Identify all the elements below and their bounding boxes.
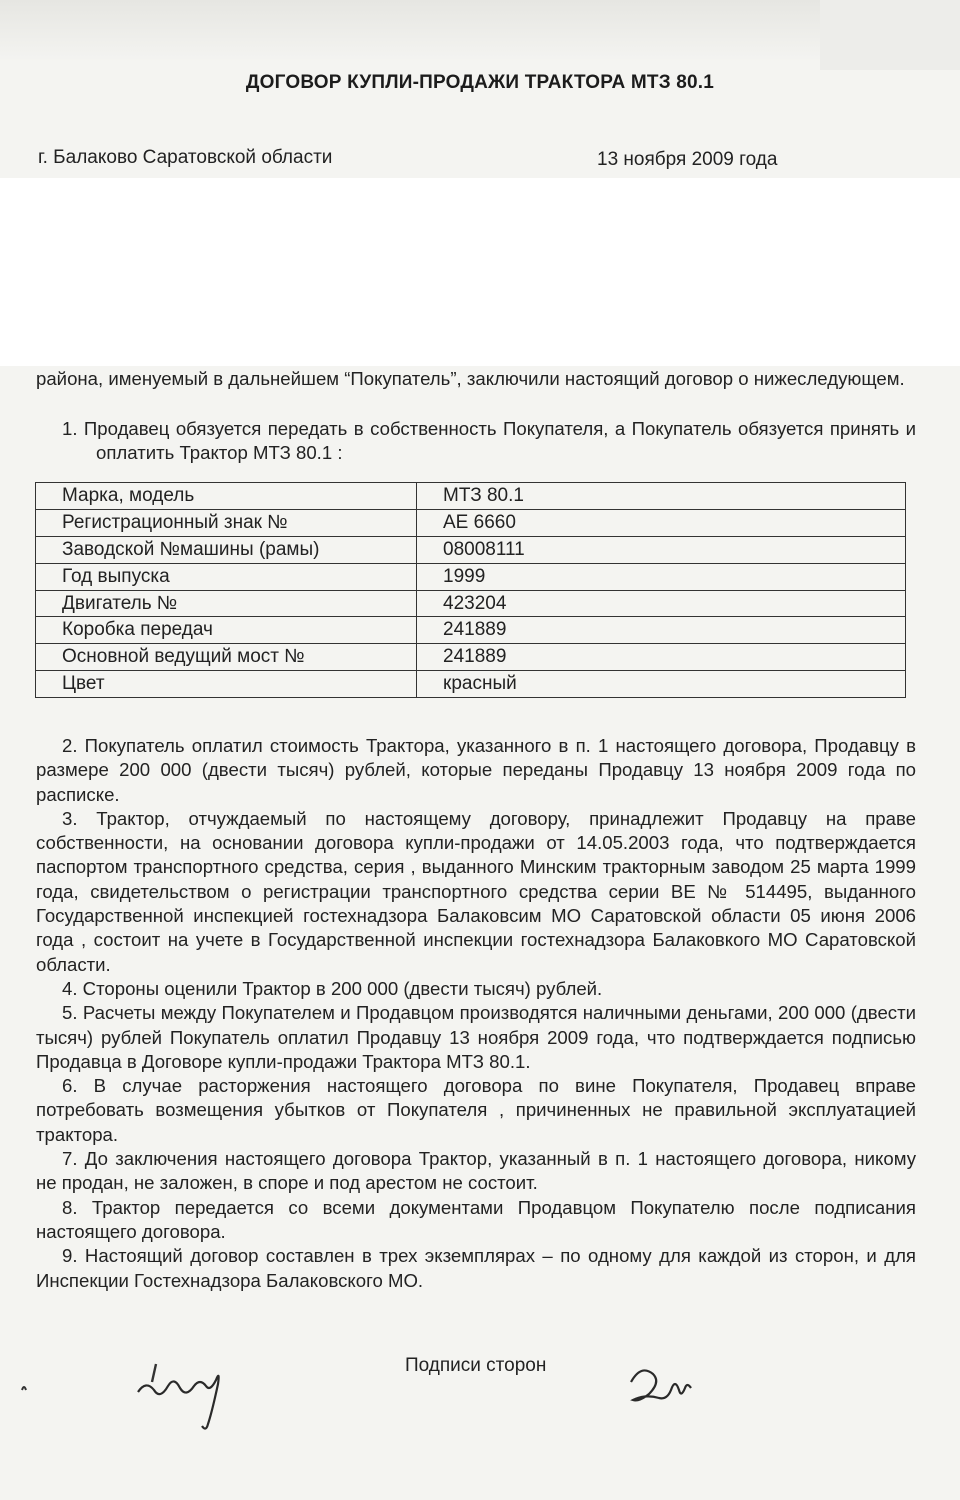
clause-6: 6. В случае расторжения настоящего договора по вине Покупателя, Продавец вправе потребовать возмещения убытков от Покупателя , причиненных не правильной эксплуатацией трактора. xyxy=(36,1075,916,1145)
spec-value: 1999 xyxy=(417,563,906,590)
spec-label: Коробка передач xyxy=(36,617,417,644)
scan-shadow xyxy=(0,0,960,62)
clauses-block xyxy=(36,734,916,1293)
contract-city: г. Балаково Саратовской области xyxy=(38,147,333,168)
spec-value: 241889 xyxy=(417,644,906,671)
spec-row xyxy=(36,590,906,617)
spec-row xyxy=(36,617,906,644)
intro-text: района, именуемый в дальнейшем “Покупатель”, заключили настоящий договор о нижеследующем. xyxy=(36,368,905,389)
scan-artifact xyxy=(820,0,960,70)
spec-row xyxy=(36,644,906,671)
document-title: ДОГОВОР КУПЛИ-ПРОДАЖИ ТРАКТОРА МТЗ 80.1 xyxy=(245,72,715,93)
spec-label: Марка, модель xyxy=(36,483,417,510)
clause-2: 2. Покупатель оплатил стоимость Трактора, указанного в п. 1 настоящего договора, Продавцу в размере 200 000 (двести тысяч) рублей, которые переданы Продавцу 13 ноября 2009 года по расписке. xyxy=(36,735,916,805)
spec-row xyxy=(36,536,906,563)
spec-row xyxy=(36,671,906,698)
redacted-block xyxy=(0,178,960,366)
spec-value: 423204 xyxy=(417,590,906,617)
spec-label: Заводской №машины (рамы) xyxy=(36,536,417,563)
tractor-spec-table xyxy=(35,482,906,698)
spec-value: АЕ 6660 xyxy=(417,509,906,536)
clause-1 xyxy=(36,417,916,466)
clause-4: 4. Стороны оценили Трактор в 200 000 (двести тысяч) рублей. xyxy=(62,977,603,999)
spec-label: Основной ведущий мост № xyxy=(36,644,417,671)
spec-label: Год выпуска xyxy=(36,563,417,590)
spec-label: Регистрационный знак № xyxy=(36,509,417,536)
intro-paragraph xyxy=(36,367,916,391)
seller-signature xyxy=(18,1350,238,1440)
spec-row xyxy=(36,483,906,510)
clause-5: 5. Расчеты между Покупателем и Продавцом производятся наличными деньгами, 200 000 (двести тысяч) рублей Покупатель оплатил Продавцу 13 ноября 2009 года, что подтверждается подписью Продавца в Договоре купли-продажи Трактора МТЗ 80.1. xyxy=(36,1002,916,1072)
spec-value: 08008111 xyxy=(417,536,906,563)
buyer-signature xyxy=(625,1352,705,1412)
spec-row xyxy=(36,509,906,536)
spec-label: Цвет xyxy=(36,671,417,698)
spec-value: 241889 xyxy=(417,617,906,644)
spec-value: МТЗ 80.1 xyxy=(417,483,906,510)
clause-8: 8. Трактор передается со всеми документами Продавцом Покупателю после подписания настоящего договора. xyxy=(36,1196,916,1242)
contract-date: 13 ноября 2009 года xyxy=(597,149,778,170)
spec-label: Двигатель № xyxy=(36,590,417,617)
clause-1-text: 1. Продавец обязуется передать в собственность Покупателя, а Покупатель обязуется принять и оплатить Трактор МТЗ 80.1 : xyxy=(62,418,916,464)
clause-9: 9. Настоящий договор составлен в трех экземплярах – по одному для каждой из сторон, и для Инспекции Гостехнадзора Балаковского МО. xyxy=(36,1245,916,1291)
spec-row xyxy=(36,563,906,590)
signatures-label: Подписи сторон xyxy=(405,1355,547,1376)
clause-7: 7. До заключения настоящего договора Трактор, указанный в п. 1 настоящего договора, никому не продан, не заложен, в споре и под арестом не состоит. xyxy=(36,1148,916,1194)
clause-3: 3. Трактор, отчуждаемый по настоящему договору, принадлежит Продавцу на праве собственности, на основании договора купли-продажи от 14.05.2003 года, что подтверждается паспортом транспортного средства, серия , выданного Минским тракторным заводом 25 марта 1999 года, свидетельством о регистрации транспортного средства серии ВЕ № 514495, выданного Государственной инспекцией гостехнадзора Балаковсим МО Саратовской области 05 июня 2006 года , состоит на учете в Государственной инспекции гостехнадзора Балаковкого МО Саратовской области. xyxy=(36,807,916,975)
spec-value: красный xyxy=(417,671,906,698)
